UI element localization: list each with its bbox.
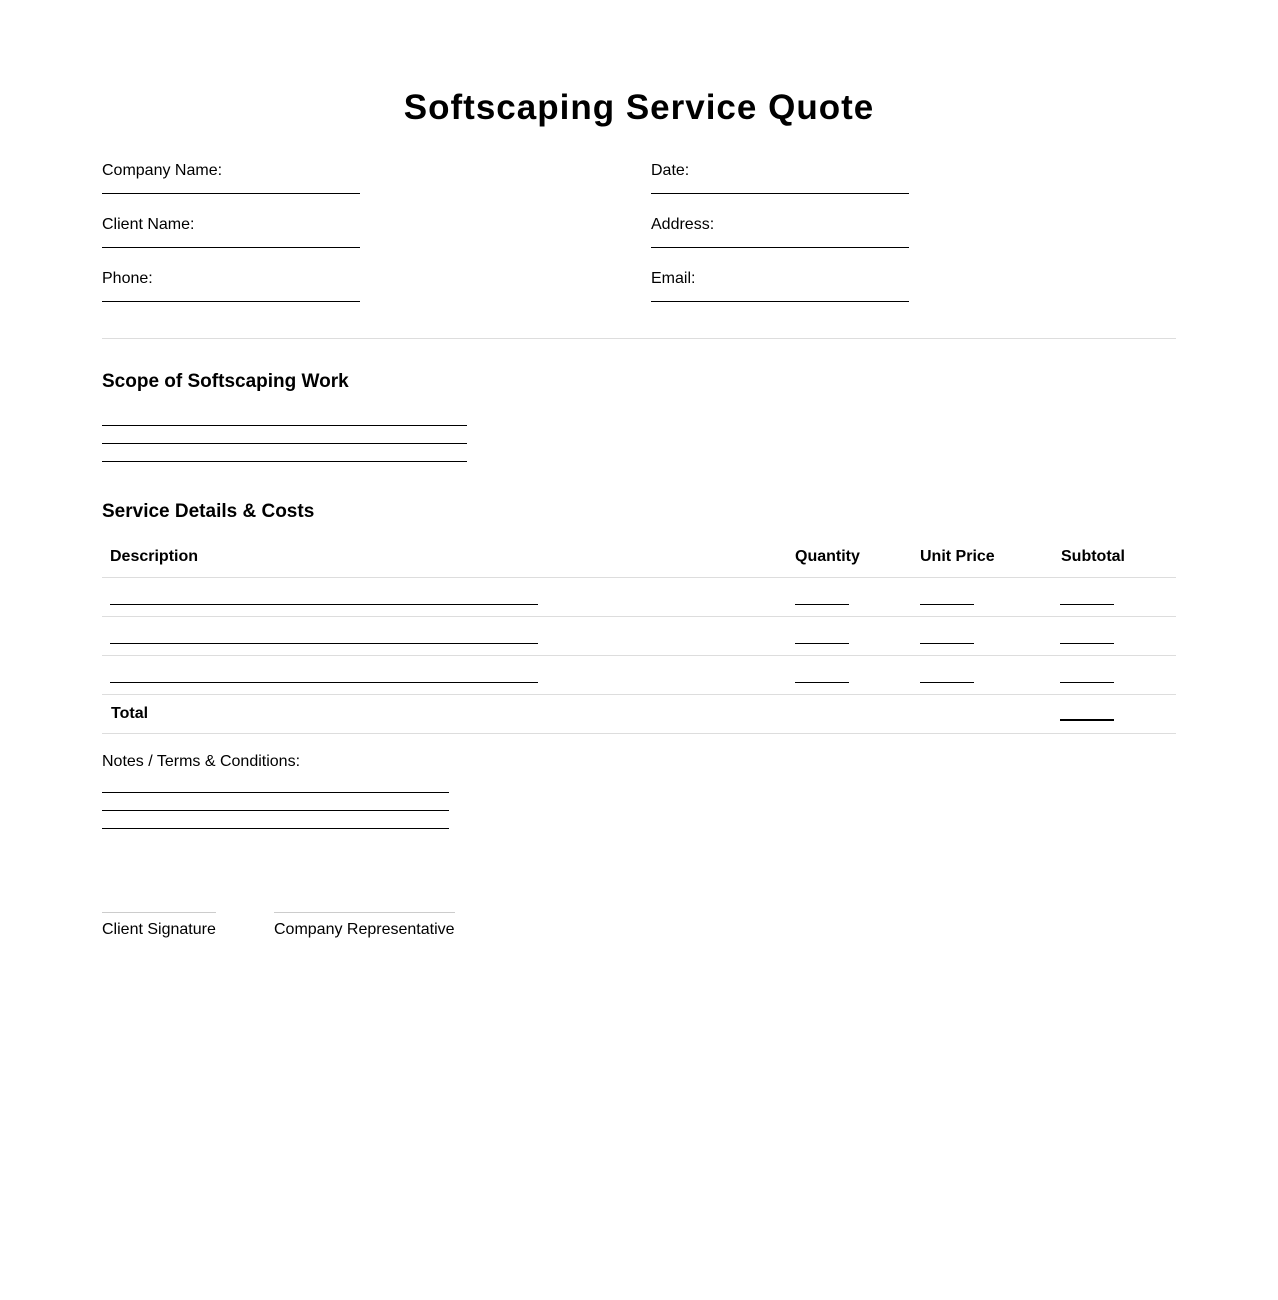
phone-line[interactable]	[102, 301, 360, 302]
email-label: Email:	[651, 270, 696, 287]
description-input-line[interactable]	[110, 604, 538, 605]
scope-line-1[interactable]	[102, 425, 467, 426]
unit-price-input-line[interactable]	[920, 682, 974, 683]
column-header-description: Description	[110, 548, 199, 565]
company-representative-line[interactable]	[274, 912, 455, 939]
client-name-line[interactable]	[102, 247, 360, 248]
subtotal-input-line[interactable]	[1060, 643, 1114, 644]
company-representative-label: Company Representative	[274, 921, 455, 938]
row-separator	[102, 694, 1176, 695]
quantity-input-line[interactable]	[795, 682, 849, 683]
notes-line-2[interactable]	[102, 810, 449, 811]
address-label: Address:	[651, 216, 715, 233]
header-row-separator	[102, 577, 1176, 578]
notes-line-1[interactable]	[102, 792, 449, 793]
subtotal-input-line[interactable]	[1060, 682, 1114, 683]
total-label: Total	[111, 705, 149, 722]
email-line[interactable]	[651, 301, 909, 302]
quantity-input-line[interactable]	[795, 643, 849, 644]
unit-price-input-line[interactable]	[920, 643, 974, 644]
client-signature-label: Client Signature	[102, 921, 216, 938]
description-input-line[interactable]	[110, 643, 538, 644]
services-heading: Service Details & Costs	[102, 501, 315, 522]
column-header-quantity: Quantity	[795, 548, 860, 565]
document-title: Softscaping Service Quote	[403, 88, 875, 127]
date-label: Date:	[651, 162, 690, 179]
notes-label: Notes / Terms & Conditions:	[102, 753, 301, 770]
client-signature-line[interactable]	[102, 912, 216, 939]
subtotal-input-line[interactable]	[1060, 604, 1114, 605]
company-name-label: Company Name:	[102, 162, 223, 179]
row-separator	[102, 655, 1176, 656]
client-name-label: Client Name:	[102, 216, 195, 233]
total-input-line[interactable]	[1060, 719, 1114, 721]
notes-line-3[interactable]	[102, 828, 449, 829]
date-line[interactable]	[651, 193, 909, 194]
company-name-line[interactable]	[102, 193, 360, 194]
quantity-input-line[interactable]	[795, 604, 849, 605]
unit-price-input-line[interactable]	[920, 604, 974, 605]
scope-line-3[interactable]	[102, 461, 467, 462]
phone-label: Phone:	[102, 270, 153, 287]
total-row-separator	[102, 733, 1176, 734]
scope-line-2[interactable]	[102, 443, 467, 444]
column-header-subtotal: Subtotal	[1061, 548, 1125, 565]
scope-heading: Scope of Softscaping Work	[102, 371, 349, 392]
description-input-line[interactable]	[110, 682, 538, 683]
address-line[interactable]	[651, 247, 909, 248]
header-divider	[102, 338, 1176, 339]
row-separator	[102, 616, 1176, 617]
column-header-unit-price: Unit Price	[920, 548, 995, 565]
